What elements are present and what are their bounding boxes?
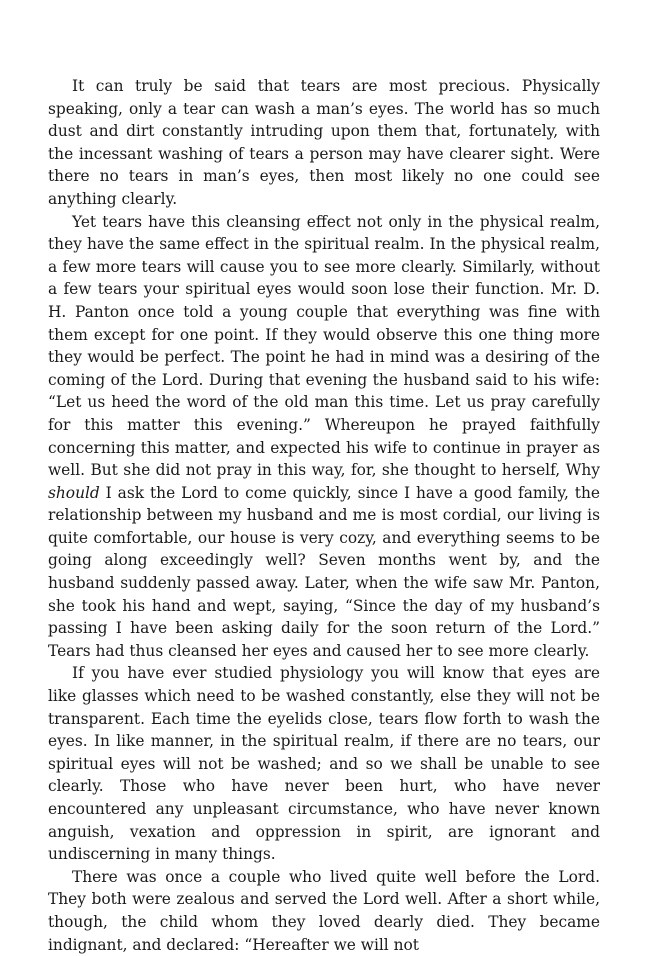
- paragraph-2-italic-word: should: [48, 483, 100, 502]
- page-body: [48, 75, 600, 956]
- paragraph-3: [48, 662, 600, 865]
- paragraph-2-text-a: Yet tears have this cleansing effect not only in the physical realm, they have the same effect in the spiritual realm. In the physical realm, a few more tears will cause you to see more clearly. Similarly, without a few tears your spiritual eyes would soon lose their function. Mr. D. H. Panton once told a young couple that everything was fine with them except for one point. If they would observe this one thing more they would be perfect. The point he had in mind was a desiring of the coming of the Lord. During that evening the husband said to his wife: “Let us heed the word of the old man this time. Let us pray carefully for this matter this evening.” Whereupon he prayed faithfully concerning this matter, and expected his wife to continue in prayer as well. But she did not pray in this way, for, she thought to herself, Why: [48, 212, 600, 480]
- paragraph-4: [48, 866, 600, 956]
- paragraph-3-text: If you have ever studied physiology you will know that eyes are like glasses which need to be washed constantly, else they will not be transparent. Each time the eyelids close, tears flow forth to wash the eyes. In like manner, in the spiritual realm, if there are no tears, our spiritual eyes will not be washed; and so we shall be unable to see clearly. Those who have never been hurt, who have never encountered any unpleasant circumstance, who have never known anguish, vexation and oppression in spirit, are ignorant and undiscerning in many things.: [48, 664, 600, 864]
- paragraph-2-text-b: I ask the Lord to come quickly, since I have a good family, the relationship between my husband and me is most cordial, our living is quite comfortable, our house is very cozy, and everything seems to be going along exceedingly well? Seven months went by, and the husband suddenly passed away. Later, when the wife saw Mr. Panton, she took his hand and wept, saying, “Since the day of my husband’s passing I have been asking daily for the soon return of the Lord.” Tears had thus cleansed her eyes and caused her to see more clearly.: [48, 483, 600, 660]
- paragraph-1: [48, 75, 600, 211]
- paragraph-2: [48, 211, 600, 663]
- paragraph-1-text: It can truly be said that tears are most precious. Physically speaking, only a tear can wash a man’s eyes. The world has so much dust and dirt constantly intruding upon them that, fortunately, with the incessant washing of tears a person may have clearer sight. Were there no tears in man’s eyes, then most likely no one could see anything clearly.: [48, 77, 600, 208]
- paragraph-4-text: There was once a couple who lived quite well before the Lord. They both were zealous and served the Lord well. After a short while, though, the child whom they loved dearly died. They became indignant, and declared: “Hereafter we will not: [48, 867, 600, 954]
